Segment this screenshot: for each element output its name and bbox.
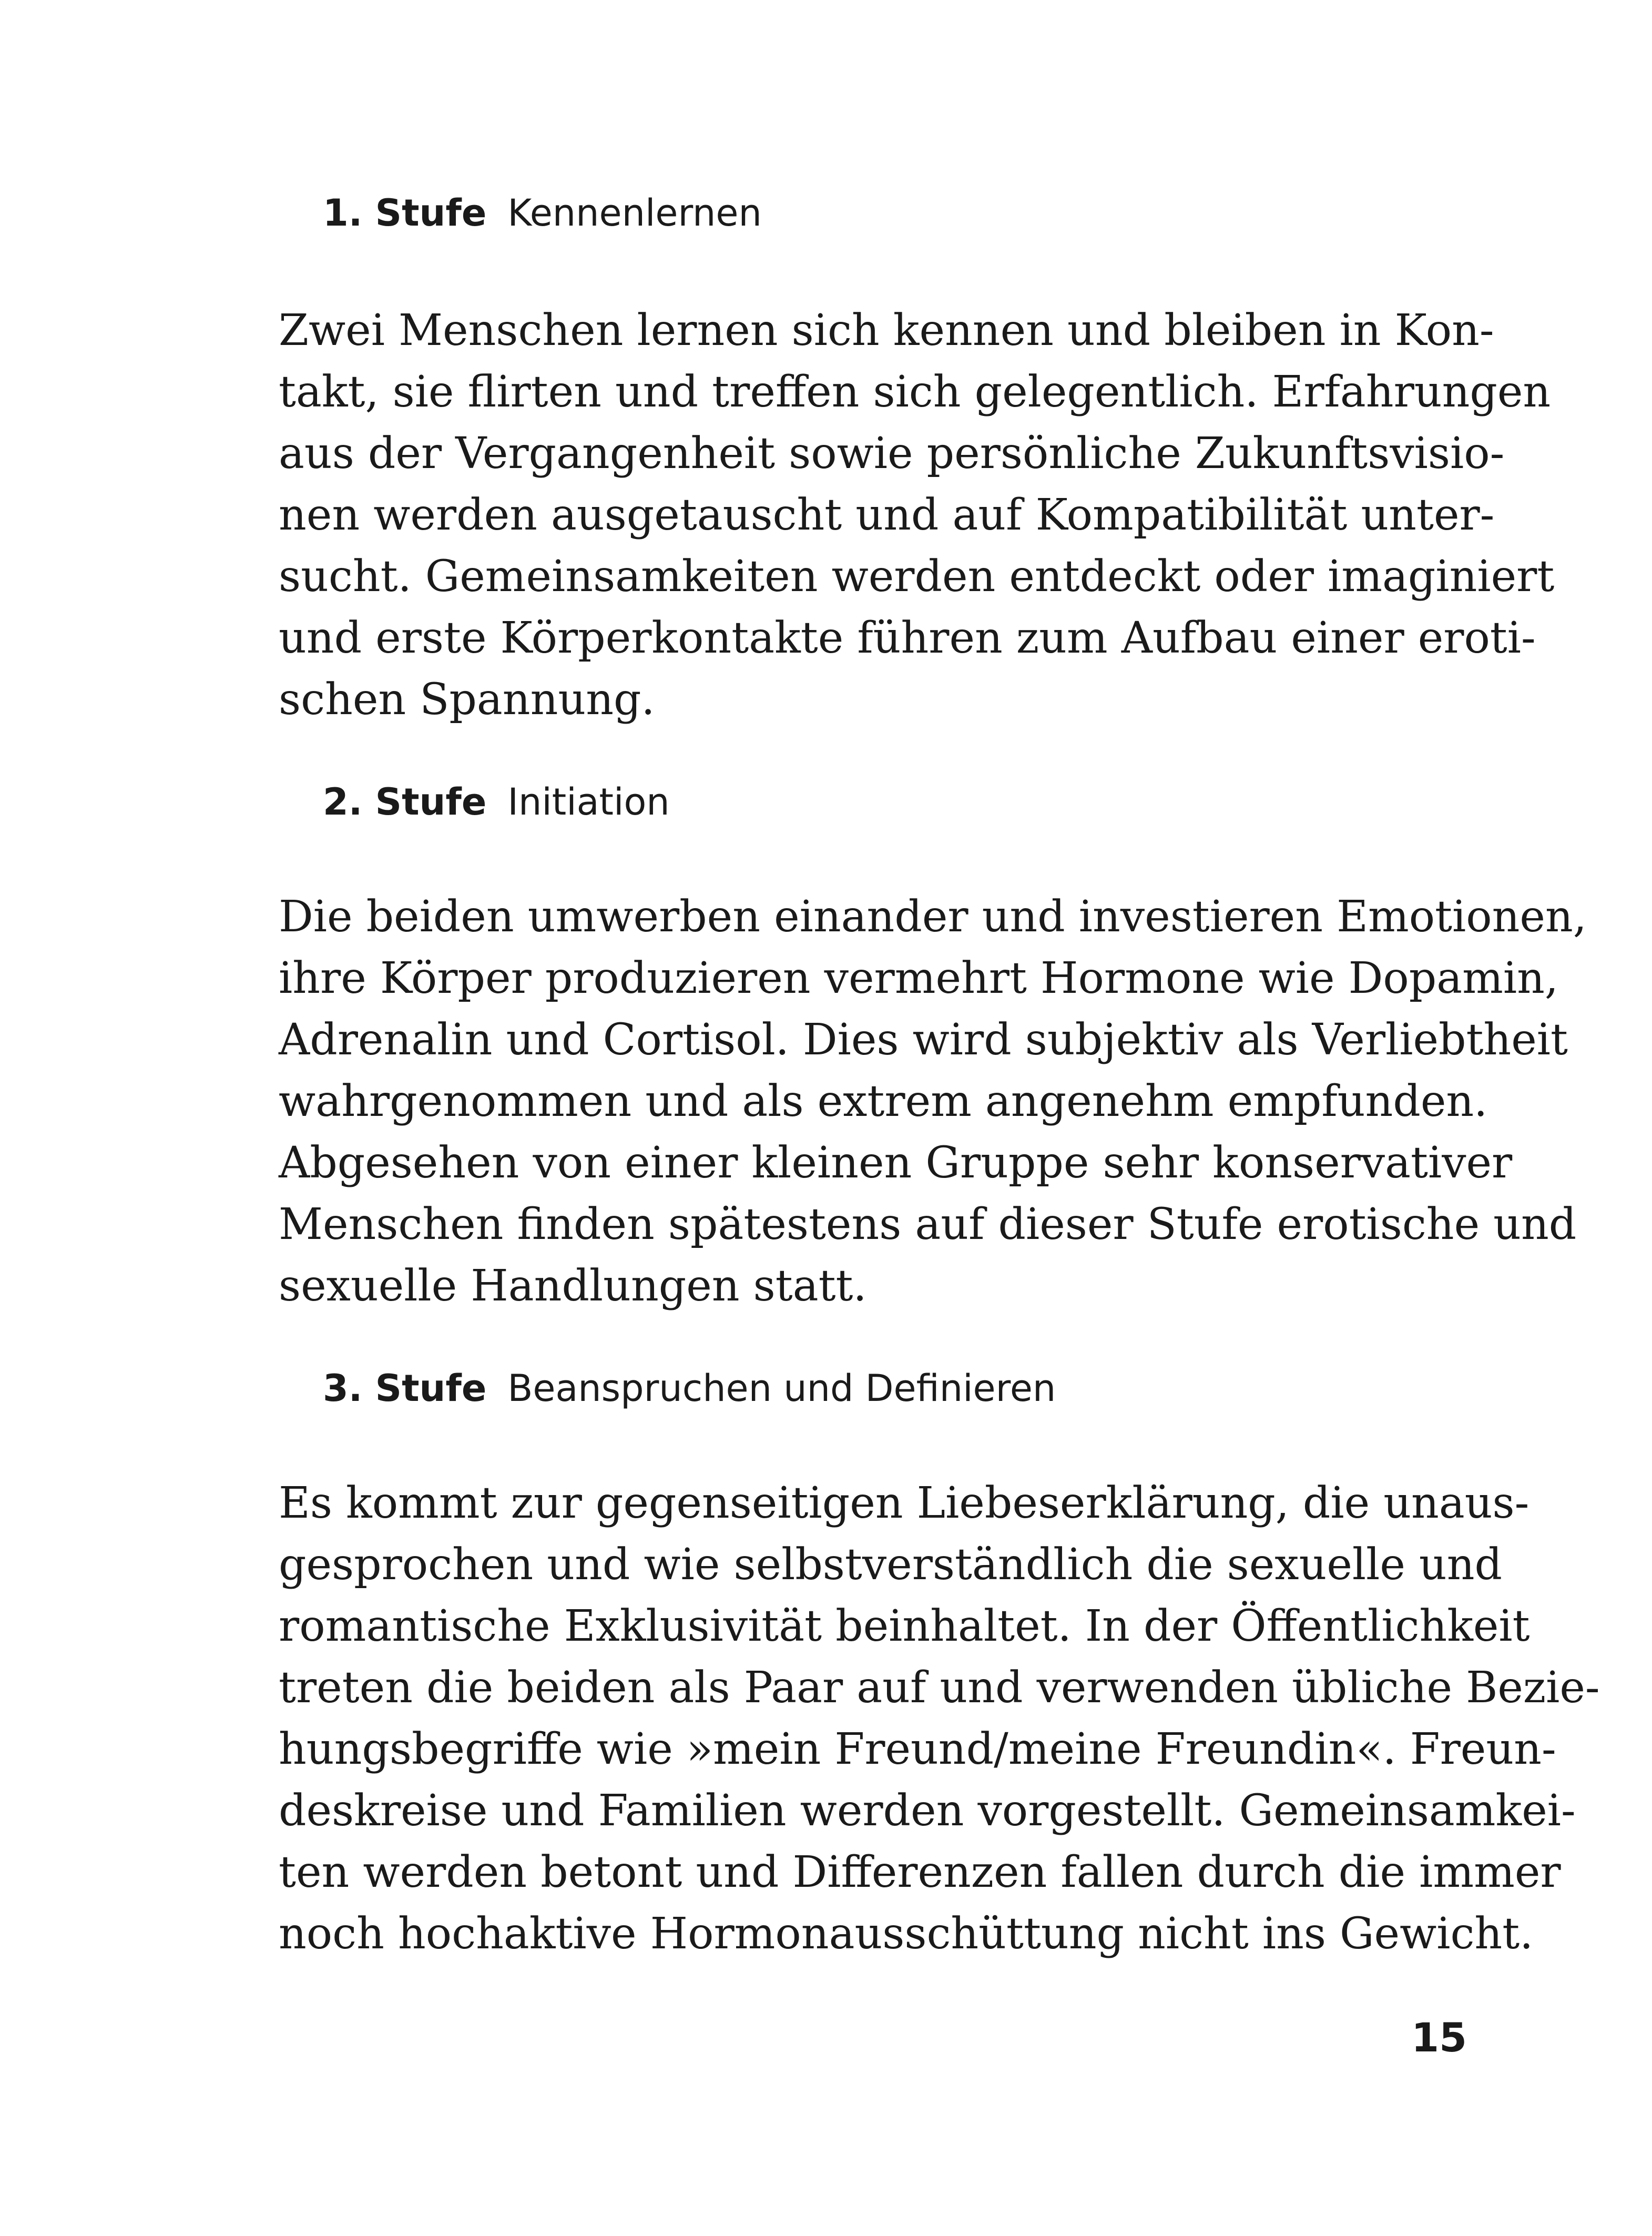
- section-step-label: 2. Stufe: [323, 780, 487, 824]
- text-line: sexuelle Handlungen statt.: [279, 1261, 867, 1311]
- text-line: gesprochen und wie selbstverständlich die sexuelle und: [279, 1540, 1503, 1590]
- text-line: Die beiden umwerben einander und investieren Emotionen,: [279, 892, 1587, 942]
- text-line: noch hochaktive Hormonausschüttung nicht ins Gewicht.: [279, 1909, 1534, 1959]
- text-line: treten die beiden als Paar auf und verwenden übliche Bezie-: [279, 1663, 1600, 1713]
- section-heading-1: [323, 189, 762, 237]
- section-paragraph-3: [279, 1472, 1600, 1965]
- text-line: nen werden ausgetauscht und auf Kompatibilität unter-: [279, 490, 1495, 540]
- text-line: Adrenalin und Cortisol. Dies wird subjektiv als Verliebtheit: [279, 1015, 1568, 1065]
- text-line: takt, sie flirten und treffen sich gelegentlich. Erfahrungen: [279, 367, 1551, 417]
- section-title: Initiation: [507, 780, 670, 824]
- text-line: und erste Körperkontakte führen zum Aufbau einer eroti-: [279, 613, 1536, 663]
- text-line: Abgesehen von einer kleinen Gruppe sehr konservativer: [279, 1138, 1513, 1188]
- section-title: Kennenlernen: [507, 191, 762, 235]
- text-line: romantische Exklusivität beinhaltet. In der Öffentlichkeit: [279, 1601, 1530, 1651]
- text-line: hungsbegriffe wie »mein Freund/meine Freundin«. Freun-: [279, 1724, 1556, 1774]
- text-line: sucht. Gemeinsamkeiten werden entdeckt oder imaginiert: [279, 552, 1555, 602]
- text-line: ihre Körper produzieren vermehrt Hormone wie Dopamin,: [279, 953, 1558, 1003]
- section-title: Beanspruchen und Definieren: [507, 1367, 1056, 1410]
- text-line: schen Spannung.: [279, 675, 655, 725]
- text-line: aus der Vergangenheit sowie persönliche Zukunftsvisio-: [279, 429, 1505, 479]
- text-line: ten werden betont und Differenzen fallen durch die immer: [279, 1847, 1561, 1897]
- section-step-label: 3. Stufe: [323, 1367, 487, 1410]
- text-line: Zwei Menschen lernen sich kennen und bleiben in Kon-: [279, 306, 1494, 355]
- section-step-label: 1. Stufe: [323, 191, 487, 235]
- section-heading-3: [323, 1365, 1056, 1412]
- section-paragraph-2: [279, 886, 1587, 1317]
- text-line: Es kommt zur gegenseitigen Liebeserklärung, die unaus-: [279, 1478, 1529, 1528]
- text-line: wahrgenommen und als extrem angenehm empfunden.: [279, 1076, 1488, 1126]
- section-paragraph-1: [279, 300, 1555, 730]
- text-line: Menschen finden spätestens auf dieser Stufe erotische und: [279, 1200, 1577, 1249]
- page-number: 15: [1411, 2014, 1467, 2061]
- section-heading-2: [323, 778, 670, 826]
- text-line: deskreise und Familien werden vorgestellt. Gemeinsamkei-: [279, 1786, 1576, 1836]
